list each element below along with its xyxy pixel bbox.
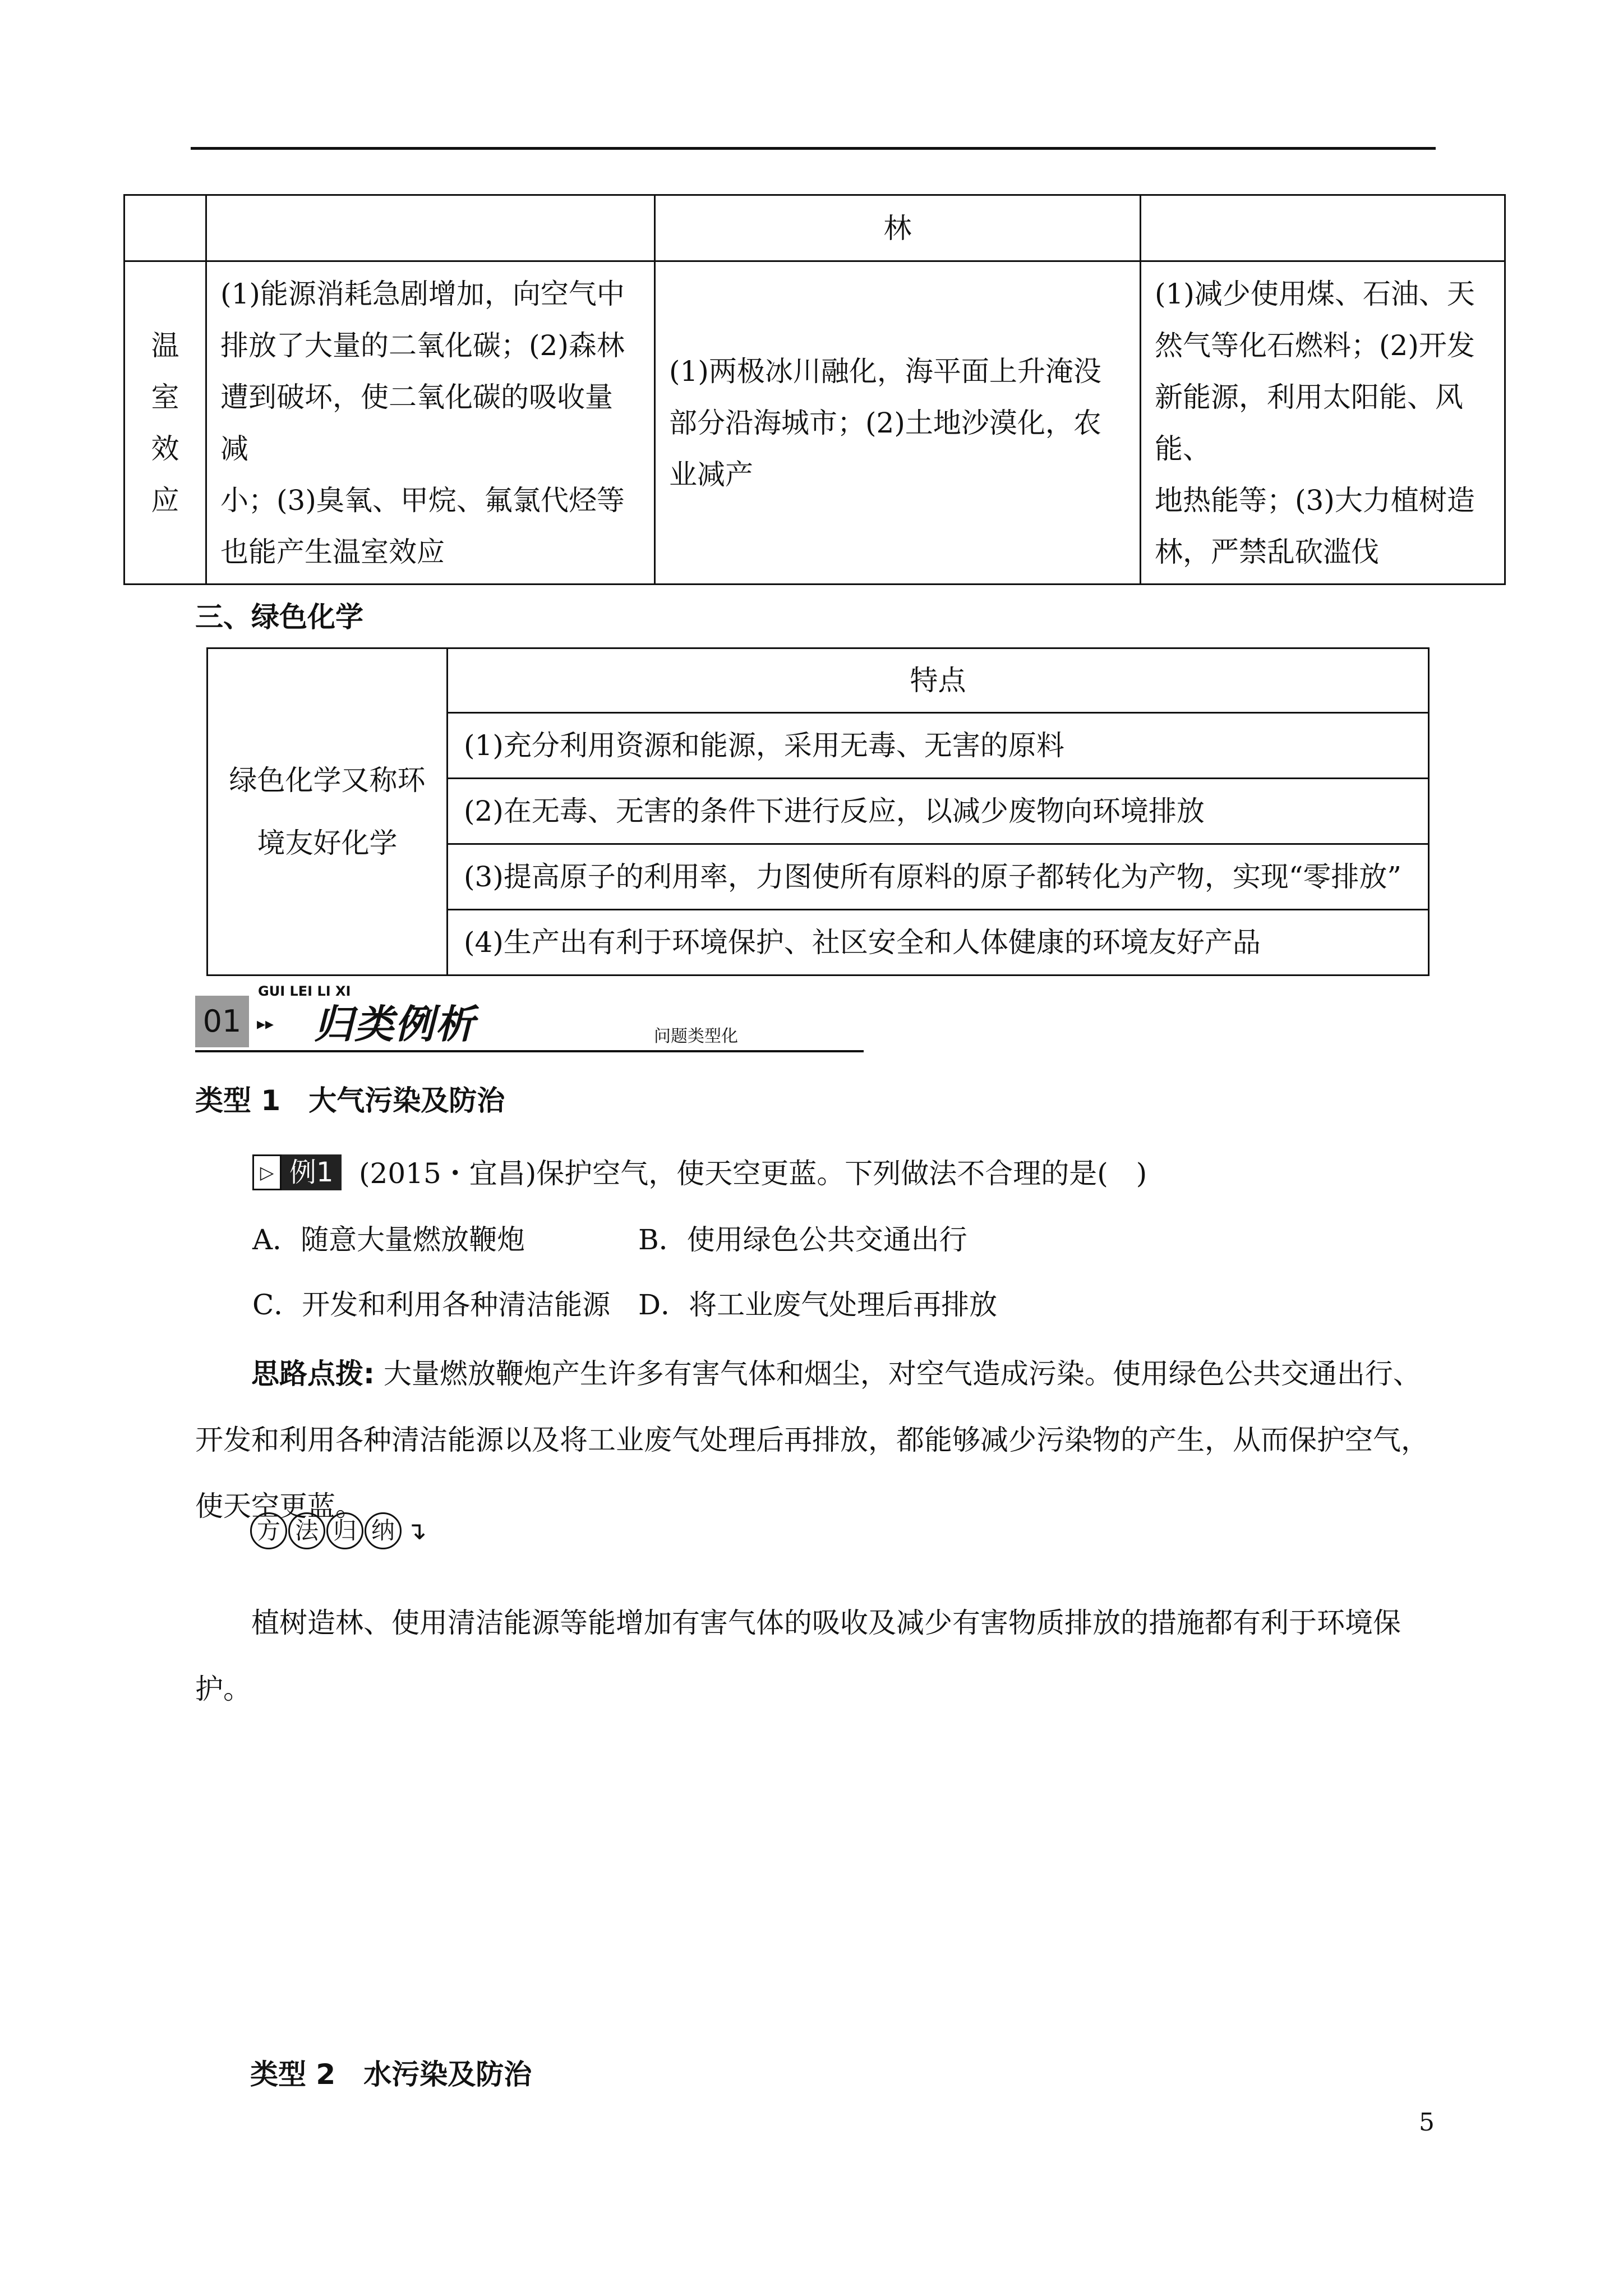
greenhouse-harms: (1)两极冰川融化，海平面上升淹没 部分沿海城市；(2)土地沙漠化，农 业减产	[655, 261, 1141, 585]
hint-paragraph	[195, 1341, 1435, 1539]
greenhouse-causes: (1)能源消耗急剧增加，向空气中 排放了大量的二氧化碳；(2)森林 遭到破坏，使二氧化碳的吸收量减 小；(3)臭氧、甲烷、氟氯代烃等 也能产生温室效应	[206, 261, 655, 585]
example-badge	[252, 1154, 342, 1190]
greenhouse-label: 温 室 效 应	[125, 261, 206, 585]
green-chemistry-definition: 绿色化学又称环 境友好化学	[208, 648, 448, 976]
circled-char: 纳	[365, 1512, 402, 1549]
green-chemistry-table	[206, 647, 1430, 976]
table-cell	[206, 195, 655, 261]
option-b: B．使用绿色公共交通出行	[638, 1223, 967, 1256]
option-a: A．随意大量燃放鞭炮	[252, 1223, 525, 1256]
section-title-banner: 归类例析	[314, 1001, 476, 1047]
circled-char: 方	[250, 1512, 287, 1549]
table-row-continued	[125, 195, 1505, 261]
play-triangle-icon: ▷	[252, 1154, 282, 1190]
section-title-green-chemistry: 三、绿色化学	[195, 601, 363, 633]
double-arrow-icon: ▸▸	[257, 1014, 274, 1034]
method-summary-badge	[250, 1512, 427, 1549]
method-paragraph: 植树造林、使用清洁能源等能增加有害气体的吸收及减少有害物质排放的措施都有利于环境保护。	[195, 1607, 1401, 1705]
feature-cell: (1)充分利用资源和能源，采用无毒、无害的原料	[448, 713, 1429, 779]
feature-cell: (3)提高原子的利用率，力图使所有原料的原子都转化为产物，实现“零排放”	[448, 844, 1429, 910]
feature-cell: (4)生产出有利于环境保护、社区安全和人体健康的环境友好产品	[448, 910, 1429, 976]
header-rule	[191, 147, 1436, 150]
banner-rule	[195, 1050, 864, 1052]
table-cell	[125, 195, 206, 261]
table-cell	[1141, 195, 1505, 261]
hint-text: 大量燃放鞭炮产生许多有害气体和烟尘，对空气造成污染。使用绿色公共交通出行、开发和利用各种清洁能源以及将工业废气处理后再排放，都能够减少污染物的产生，从而保护空气，使天空更蓝。	[195, 1358, 1429, 1522]
table-row-greenhouse	[125, 261, 1505, 585]
section-number-badge: 01	[195, 996, 249, 1047]
greenhouse-measures: (1)减少使用煤、石油、天 然气等化石燃料；(2)开发 新能源，利用太阳能、风能、 地热能等；(3)大力植树造 林，严禁乱砍滥伐	[1141, 261, 1505, 585]
table-header-features: 特点	[448, 648, 1429, 713]
option-c: C．开发和利用各种清洁能源	[252, 1289, 611, 1321]
page-number: 5	[1419, 2108, 1435, 2137]
type-2-heading: 类型 2 水污染及防治	[250, 2058, 532, 2091]
hint-label: 思路点拨:	[251, 1358, 375, 1390]
section-pinyin: GUI LEI LI XI	[258, 983, 351, 999]
circled-char: 法	[288, 1512, 325, 1549]
pollution-table	[123, 194, 1506, 585]
circled-char: 归	[326, 1512, 363, 1549]
turn-arrow-icon: ↴	[406, 1516, 427, 1545]
section-subtitle: 问题类型化	[654, 1027, 738, 1046]
table-cell-forest: 林	[655, 195, 1141, 261]
feature-cell: (2)在无毒、无害的条件下进行反应，以减少废物向环境排放	[448, 779, 1429, 844]
example-label: 例1	[282, 1154, 342, 1190]
option-d: D．将工业废气处理后再排放	[638, 1289, 998, 1321]
type-1-heading: 类型 1 大气污染及防治	[195, 1084, 505, 1117]
example-question: (2015・宜昌)保护空气，使天空更蓝。下列做法不合理的是( )	[359, 1157, 1147, 1190]
table-row	[208, 648, 1429, 713]
